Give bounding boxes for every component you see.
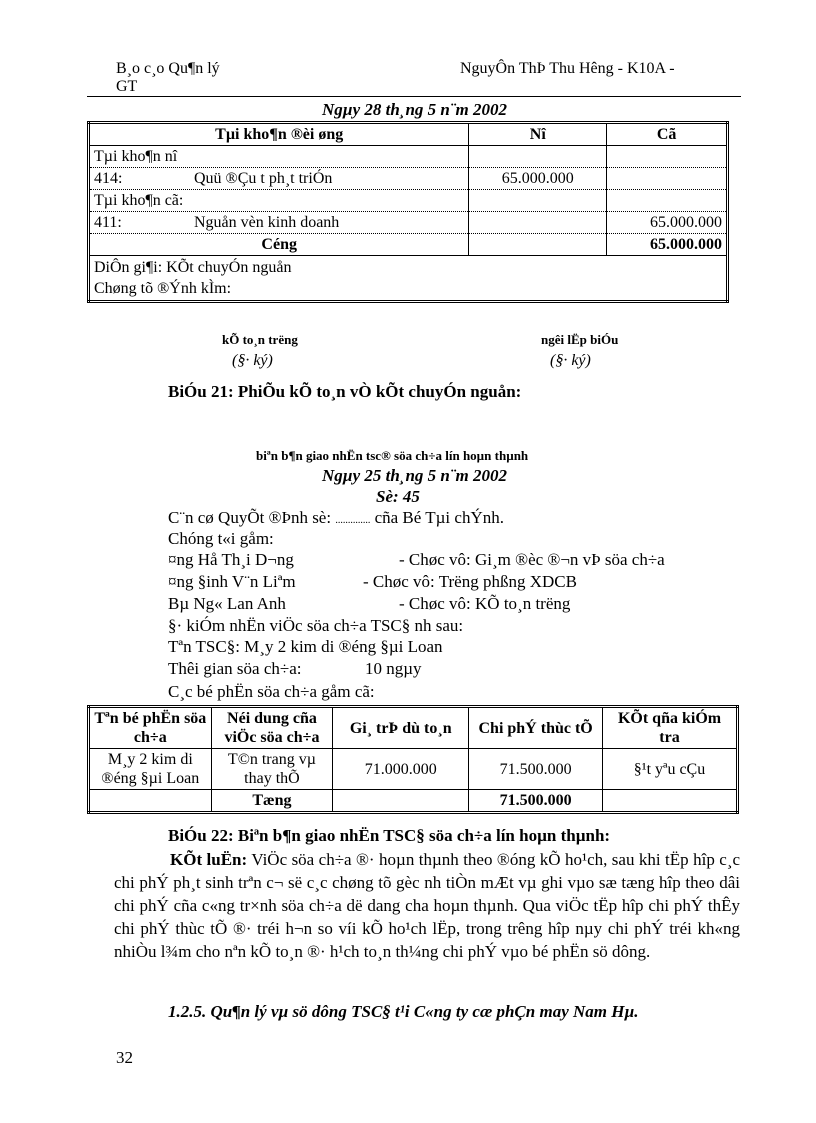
description-note: DiÔn gi¶i: KÕt chuyÓn nguån [94, 259, 292, 276]
total-value: 65.000.000 [607, 234, 728, 256]
cell-actual-cost: 71.500.000 [469, 749, 603, 790]
conclusion-label: KÕt luËn: [170, 850, 248, 869]
caption-figure-22: BiÓu 22: Biªn b¶n giao nhËn TSC§ söa ch÷a lín hoµn thµnh: [168, 826, 611, 845]
total-row [89, 790, 738, 813]
cell-repair-content: T©n trang vµ thay thÕ [211, 749, 333, 790]
header-part-name: Tªn bé phËn söa ch÷a [89, 707, 212, 749]
total-value: 71.500.000 [469, 790, 603, 813]
asset-name: Tªn TSC§: M¸y 2 kim di ®éng §µi Loan [168, 637, 443, 656]
total-label: Tæng [211, 790, 333, 813]
chief-accountant-signed: (§· ký) [232, 352, 273, 369]
header-estimated-value: Gi¸ trÞ dù to¸n [333, 707, 469, 749]
header-rule [87, 96, 741, 97]
page-number: 32 [116, 1048, 133, 1067]
total-label: Céng [89, 234, 469, 256]
credit-amount: 65.000.000 [607, 212, 728, 234]
repair-time-label: Thêi gian söa ch÷a: [168, 659, 302, 678]
note-row [89, 256, 728, 302]
conclusion-paragraph [114, 848, 740, 963]
chief-accountant-title: kÕ to¸n trëng [222, 332, 298, 347]
cell-inspection-result: §¹t yªu cÇu [603, 749, 738, 790]
inspection-statement: §· kiÓm nhËn viÖc söa ch÷a TSC§ nh sau: [168, 616, 464, 635]
table-header-row [89, 707, 738, 749]
header-corresponding-account: Tµi kho¶n ®èi øng [89, 123, 469, 146]
attendee-2-role: - Chøc vô: Trëng phßng XDCB [363, 572, 577, 591]
attendees-label: Chóng t«i gåm: [168, 529, 274, 548]
table-row [89, 168, 728, 190]
debit-account-label: Tµi kho¶n nî [89, 146, 469, 168]
cell-estimated-value: 71.000.000 [333, 749, 469, 790]
header-report-title: B¸o c¸o Qu¶n lý [116, 60, 220, 77]
table-row [89, 146, 728, 168]
table-row [89, 212, 728, 234]
account-414: 414: Quü ®Çu t ph¸t triÓn [89, 168, 469, 190]
attendee-1-name: ¤ng Hå Th¸i D¬ng [168, 550, 294, 569]
attachments-note: Chøng tõ ®Ýnh kÌm: [94, 280, 232, 297]
attendee-3-role: - Chøc vô: KÕ to¸n trëng [399, 594, 571, 613]
preparer-title: ngêi lËp biÓu [541, 332, 619, 347]
attendee-2-name: ¤ng §inh V¨n Liªm [168, 572, 296, 591]
cell-part-name: M¸y 2 kim di ®éng §µi Loan [89, 749, 212, 790]
total-row [89, 234, 728, 256]
credit-account-label: Tµi kho¶n cã: [89, 190, 469, 212]
table-row [89, 749, 738, 790]
header-report-title-cont: GT [116, 78, 138, 95]
section-heading: 1.2.5. Qu¶n lý vµ sö dông TSC§ t¹i C«ng ty cæ phÇn may Nam Hµ. [168, 1002, 639, 1021]
attendee-3-name: Bµ Ng« Lan Anh [168, 594, 286, 613]
header-repair-content: Néi dung cña viÖc söa ch÷a [211, 707, 333, 749]
voucher-date: Ngµy 28 th¸ng 5 n¨m 2002 [322, 100, 507, 119]
minutes-date: Ngµy 25 th¸ng 5 n¨m 2002 [322, 466, 507, 485]
repair-details-table [87, 705, 739, 814]
preparer-signed: (§· ký) [550, 352, 591, 369]
repaired-parts-label: C¸c bé phËn söa ch÷a gåm cã: [168, 682, 375, 701]
account-411: 411: Nguån vèn kinh doanh [89, 212, 469, 234]
conclusion-text: ViÖc söa ch÷a ®· hoµn thµnh theo ®óng kÕ ho¹ch, sau khi tËp hîp c¸c chi phÝ ph¸t sinh trªn c¬ së c¸c chøng tõ gèc nh tiÒn mÆt vµ ghi vµo sæ tæng hîp theo dâi chi phÝ cña c«ng tr×nh söa ch÷a dë dang cha hoµn thµnh. Qua viÖc tËp hîp chi phÝ thÊy chi phÝ thùc tÕ ®· tréi h¬n so víi kÕ ho¹ch lËp, trong trêng hîp nµy chi phÝ tréi kh«ng nhiÒu l¾m cho nªn kÕ to¸n ®· h¹ch to¸n th¼ng chi phÝ vµo bé phËn sö dông. [114, 850, 741, 961]
caption-figure-21: BiÓu 21: PhiÕu kÕ to¸n vÒ kÕt chuyÓn nguån: [168, 382, 522, 401]
header-inspection-result: KÕt qña kiÓm tra [603, 707, 738, 749]
table-row [89, 190, 728, 212]
accounting-voucher-table [87, 121, 729, 303]
debit-amount: 65.000.000 [469, 168, 607, 190]
table-header-row [89, 123, 728, 146]
minutes-title: biªn b¶n giao nhËn tsc® söa ch÷a lín hoµn thµnh [256, 448, 529, 463]
header-debit: Nî [469, 123, 607, 146]
minutes-number: Sè: 45 [376, 487, 420, 506]
header-credit: Cã [607, 123, 728, 146]
header-author: NguyÔn ThÞ Thu Hêng - K10A - [460, 60, 675, 77]
header-actual-cost: Chi phÝ thùc tÕ [469, 707, 603, 749]
attendee-1-role: - Chøc vô: Gi¸m ®èc ®¬n vÞ söa ch÷a [399, 550, 665, 569]
decision-basis: C¨n cø QuyÕt ®Þnh sè: .............. cña Bé Tµi chÝnh. [168, 508, 504, 527]
repair-time-value: 10 ngµy [365, 659, 422, 678]
